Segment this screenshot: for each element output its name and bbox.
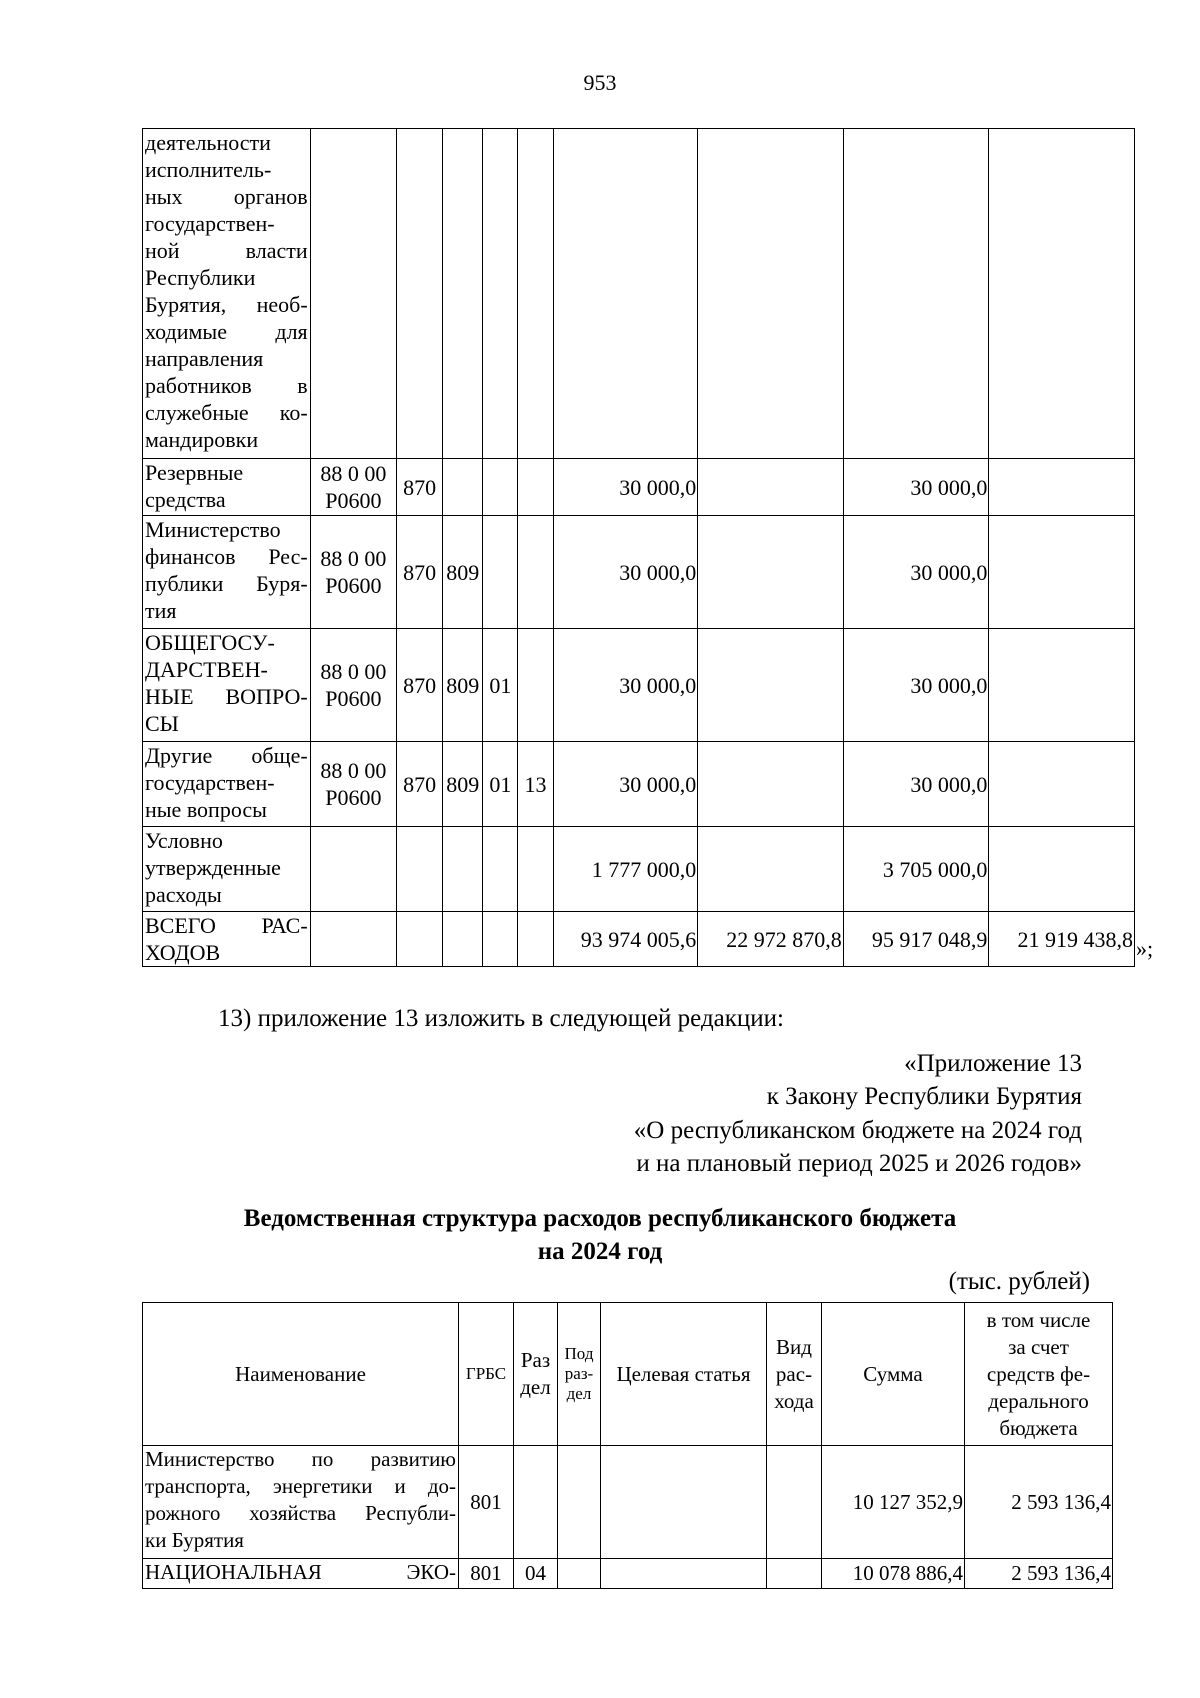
cell-expense	[518, 459, 553, 516]
row-name	[143, 742, 311, 827]
row-name-line: публики Буря-	[145, 571, 308, 596]
row-name-line: мандировки	[145, 427, 259, 452]
heading-line: на 2024 год	[537, 1238, 663, 1265]
cell-fed1	[698, 742, 844, 827]
cell-sum: 10 127 352,9	[822, 1446, 965, 1559]
row-name-line: исполнитель-	[145, 157, 272, 182]
page-number: 953	[583, 70, 617, 95]
header-federal	[965, 1303, 1113, 1446]
cell-subsection	[483, 827, 518, 912]
cell-fed1	[698, 516, 844, 629]
cell-expense	[767, 1446, 822, 1559]
cell-grbs: 870	[397, 742, 443, 827]
appendix-line: и на плановый период 2025 и 2026 годов»	[636, 1150, 1082, 1177]
row-name-line: ных органов	[145, 184, 308, 209]
target-article-line: 88 0 00	[320, 461, 387, 486]
row-name-line: ходимые для	[145, 319, 308, 344]
table-row	[143, 1559, 1113, 1589]
cell-grbs: 870	[397, 516, 443, 629]
row-name-line: ки Бурятия	[145, 1528, 244, 1552]
cell-sum1: 30 000,0	[553, 629, 698, 742]
header-line: Вид	[776, 1334, 812, 1359]
row-name	[143, 912, 311, 967]
cell-fed1	[698, 129, 844, 459]
cell-grbs: 870	[397, 629, 443, 742]
cell-section: 04	[514, 1559, 558, 1589]
cell-section: 809	[443, 629, 483, 742]
target-article-cell	[310, 912, 396, 967]
row-name-line: ные вопросы	[145, 797, 267, 822]
header-name: Наименование	[143, 1303, 459, 1446]
row-name-line: расходы	[145, 882, 222, 907]
row-name-line: ВСЕГО РАС-	[145, 913, 308, 938]
budget-table-continuation	[142, 128, 1135, 967]
header-line: рас-	[775, 1361, 813, 1386]
cell-grbs: 801	[459, 1559, 514, 1589]
cell-grbs: 870	[397, 459, 443, 516]
row-name-line: ХОДОВ	[145, 940, 221, 965]
cell-expense	[767, 1559, 822, 1589]
cell-expense	[518, 516, 553, 629]
header-line: дел	[566, 1384, 592, 1403]
header-line: Под	[564, 1344, 594, 1363]
target-article-line: 88 0 00	[320, 659, 387, 684]
row-name-line: НАЦИОНАЛЬНАЯ ЭКО-	[145, 1560, 456, 1584]
header-line: бюджета	[999, 1415, 1078, 1440]
cell-fed1	[698, 629, 844, 742]
row-name-line: работников в	[145, 373, 308, 398]
row-name-line: Министерство по развитию	[145, 1447, 456, 1471]
cell-fed2	[989, 742, 1135, 827]
cell-grbs	[397, 912, 443, 967]
cell-fed2	[989, 629, 1135, 742]
cell-sum2: 30 000,0	[843, 516, 989, 629]
row-name	[143, 516, 311, 629]
row-name-line: служебные ко-	[145, 400, 308, 425]
header-line: дерального	[988, 1388, 1089, 1413]
cell-sum1: 30 000,0	[553, 516, 698, 629]
row-name-line: Резервные	[145, 460, 244, 485]
table-row	[143, 912, 1135, 967]
header-line: дел	[520, 1375, 551, 1399]
cell-section	[443, 459, 483, 516]
row-name-line: деятельности	[145, 130, 271, 155]
header-grbs: ГРБС	[459, 1303, 514, 1446]
header-section	[514, 1303, 558, 1446]
cell-sum2: 3 705 000,0	[843, 827, 989, 912]
cell-section: 809	[443, 516, 483, 629]
cell-subsection	[558, 1559, 601, 1589]
cell-target	[601, 1559, 767, 1589]
row-name-line: средства	[145, 487, 226, 512]
header-expense-type	[767, 1303, 822, 1446]
table-row	[143, 827, 1135, 912]
row-name-line: государствен-	[145, 770, 275, 795]
cell-fed1	[698, 827, 844, 912]
units-label: (тыс. рублей)	[948, 1268, 1090, 1295]
cell-sum2: 30 000,0	[843, 629, 989, 742]
cell-fed1: 22 972 870,8	[698, 912, 844, 967]
table-row	[143, 459, 1135, 516]
cell-sum2: 30 000,0	[843, 742, 989, 827]
target-article-cell	[310, 129, 396, 459]
header-target: Целевая статья	[601, 1303, 767, 1446]
row-name-line: Условно	[145, 828, 223, 853]
cell-fed2	[989, 827, 1135, 912]
cell-grbs	[397, 129, 443, 459]
row-name-line: государствен-	[145, 211, 275, 236]
row-name	[143, 1446, 459, 1559]
table-row	[143, 742, 1135, 827]
row-name-line: ДАРСТВЕН-	[145, 657, 268, 682]
table-row	[143, 129, 1135, 459]
cell-grbs	[397, 827, 443, 912]
target-article-cell	[310, 459, 396, 516]
cell-subsection	[483, 129, 518, 459]
row-name-line: финансов Рес-	[145, 544, 308, 569]
amendment-instruction: 13) приложение 13 изложить в следующей редакции:	[218, 1005, 784, 1032]
header-line: за счет	[1008, 1334, 1069, 1359]
row-name-line: Другие обще-	[145, 743, 308, 768]
header-subsection	[558, 1303, 601, 1446]
row-name-line: рожного хозяйства Республи-	[145, 1501, 456, 1525]
cell-fed2	[989, 516, 1135, 629]
departmental-structure-table	[142, 1302, 1113, 1589]
cell-sum1: 93 974 005,6	[553, 912, 698, 967]
cell-subsection	[483, 459, 518, 516]
row-name-line: направления	[145, 346, 264, 371]
row-name	[143, 1559, 459, 1589]
cell-subsection	[558, 1446, 601, 1559]
cell-section	[443, 129, 483, 459]
target-article-line: 88 0 00	[320, 546, 387, 571]
closing-quote-mark: »;	[1136, 936, 1154, 961]
row-name-line: СЫ	[145, 711, 179, 736]
header-sum: Сумма	[822, 1303, 965, 1446]
row-name-line: Республики	[145, 265, 256, 290]
cell-sum1: 1 777 000,0	[553, 827, 698, 912]
appendix-line: «Приложение 13	[904, 1050, 1082, 1077]
cell-section: 809	[443, 742, 483, 827]
cell-subsection	[483, 912, 518, 967]
target-article-cell	[310, 742, 396, 827]
cell-sum2	[843, 129, 989, 459]
header-line: Раз	[520, 1348, 551, 1372]
cell-sum1	[553, 129, 698, 459]
row-name	[143, 629, 311, 742]
cell-fed2	[989, 129, 1135, 459]
table-row	[143, 516, 1135, 629]
heading-line: Ведомственная структура расходов республиканского бюджета	[243, 1205, 957, 1232]
row-name-line: Бурятия, необ-	[145, 292, 308, 317]
cell-target	[601, 1446, 767, 1559]
target-article-line: Р0600	[325, 573, 382, 598]
cell-fed2: 21 919 438,8	[989, 912, 1135, 967]
header-line: средств фе-	[986, 1361, 1091, 1386]
row-name-line: тия	[145, 598, 177, 623]
target-article-cell	[310, 827, 396, 912]
table-row	[143, 629, 1135, 742]
cell-expense	[518, 912, 553, 967]
target-article-line: Р0600	[325, 488, 382, 513]
row-name-line: ОБЩЕГОСУ-	[145, 630, 275, 655]
cell-federal: 2 593 136,4	[965, 1446, 1113, 1559]
cell-expense	[518, 129, 553, 459]
cell-subsection: 01	[483, 629, 518, 742]
appendix-line: «О республиканском бюджете на 2024 год	[633, 1117, 1082, 1144]
row-name-line: НЫЕ ВОПРО-	[145, 684, 308, 709]
target-article-line: Р0600	[325, 785, 382, 810]
cell-federal: 2 593 136,4	[965, 1559, 1113, 1589]
row-name-line: Министерство	[145, 517, 281, 542]
cell-sum1: 30 000,0	[553, 742, 698, 827]
cell-grbs: 801	[459, 1446, 514, 1559]
row-name	[143, 459, 311, 516]
cell-sum1: 30 000,0	[553, 459, 698, 516]
cell-subsection: 01	[483, 742, 518, 827]
cell-fed2	[989, 459, 1135, 516]
table-header-row	[143, 1303, 1113, 1446]
table-row	[143, 1446, 1113, 1559]
cell-fed1	[698, 459, 844, 516]
cell-sum: 10 078 886,4	[822, 1559, 965, 1589]
header-line: раз-	[564, 1364, 594, 1383]
target-article-cell	[310, 629, 396, 742]
target-article-line: 88 0 00	[320, 758, 387, 783]
row-name-line: ной власти	[145, 238, 308, 263]
cell-expense	[518, 629, 553, 742]
row-name-line: утвержденные	[145, 855, 281, 880]
cell-section	[443, 912, 483, 967]
cell-subsection	[483, 516, 518, 629]
row-name	[143, 827, 311, 912]
row-name	[143, 129, 311, 459]
cell-sum2: 30 000,0	[843, 459, 989, 516]
cell-sum2: 95 917 048,9	[843, 912, 989, 967]
header-line: в том числе	[986, 1307, 1091, 1332]
target-article-cell	[310, 516, 396, 629]
cell-expense: 13	[518, 742, 553, 827]
cell-section	[443, 827, 483, 912]
header-line: хода	[774, 1388, 814, 1413]
cell-expense	[518, 827, 553, 912]
row-name-line: транспорта, энергетики и до-	[145, 1474, 456, 1498]
appendix-line: к Закону Республики Бурятия	[766, 1083, 1082, 1110]
cell-section	[514, 1446, 558, 1559]
document-heading	[0, 1202, 1200, 1268]
target-article-line: Р0600	[325, 686, 382, 711]
